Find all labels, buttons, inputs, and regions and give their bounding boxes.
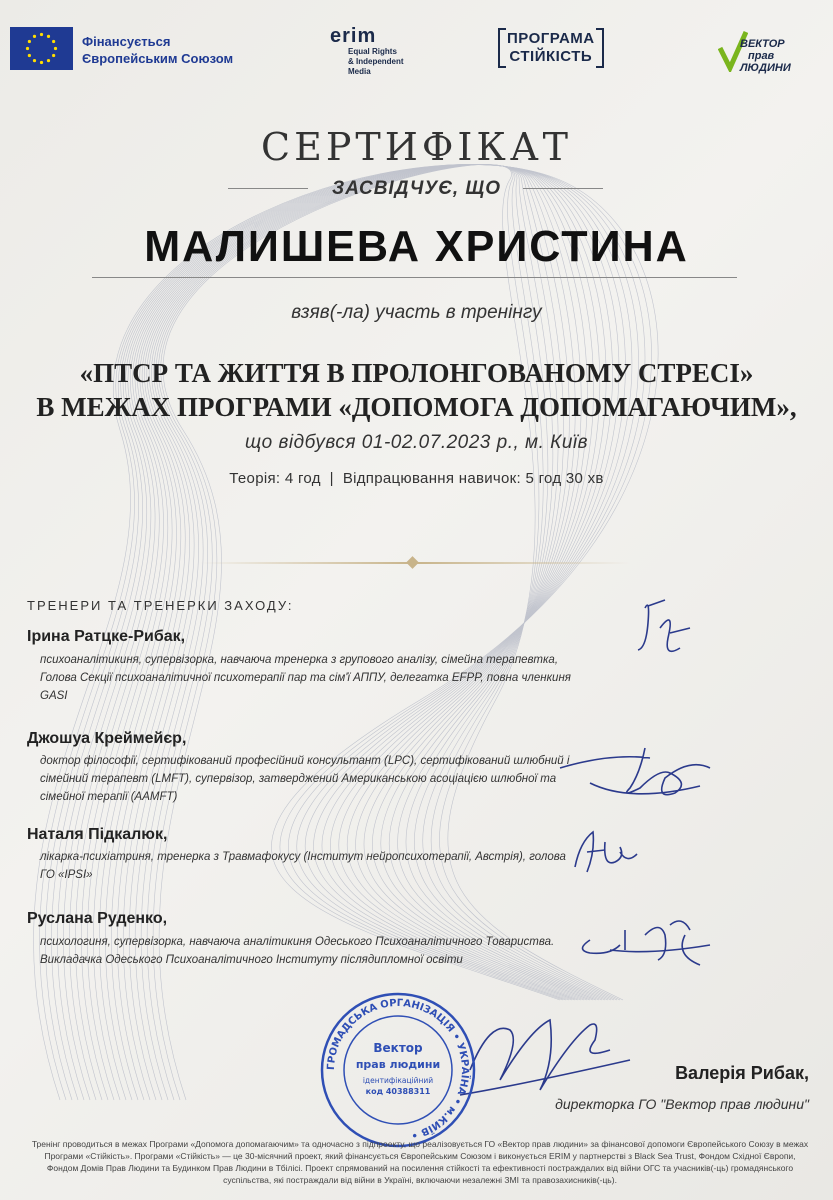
vector-line2: прав: [748, 50, 775, 62]
certificate-title: СЕРТИФІКАТ: [261, 125, 572, 169]
eu-funding-text: [82, 33, 233, 67]
eu-star-icon: [40, 61, 43, 64]
stamp-ring-text: ГРОМАДСЬКА ОРГАНІЗАЦІЯ • УКРАЇНА • м.КИЇВ •: [325, 997, 471, 1141]
trainer-description: доктор філософії, сертифікований професійний консультант (LPC), сертифікований шлюбний і сімейний терапевт (LMFT), супервізор, затверджений Американською асоціацією шлюбної та сімейної терапії (AAMFT): [40, 755, 570, 803]
director-role: директорка ГО "Вектор прав людини": [555, 1096, 809, 1112]
vector-line1: ВЕКТОР: [740, 38, 785, 50]
eu-star-icon: [33, 35, 36, 38]
erim-subtitle: [348, 47, 404, 77]
resilience-line2: СТІЙКІСТЬ: [509, 48, 593, 65]
signature-kreymeyer: [550, 728, 720, 808]
vector-logo-text: [740, 38, 791, 74]
eu-star-icon: [47, 59, 50, 62]
eu-star-icon: [52, 54, 55, 57]
stamp-line4: код 40388311: [365, 1087, 431, 1096]
funding-footer-note: Тренінг проводиться в межах Програми «Допомога допомагаючим» та одночасно з підпроекту, що реалізовується ГО «Вектор прав людини» за фінансової допомоги Європейського Союзу в межах Програми «Стійкість». Програми «Стійкість» — це 30-місячний проект, який фінансується Європейським Союзом і виконується ERIM у партнерстві з Black Sea Trust, Фондом Східної Європи, Фондом Домів Прав Людини та Будинком Прав Людини в Тбілісі. Проект спрямований на посилення стійкості та ефективності постраждалих від війни ОГС та учасників(-ць) громадянського суспільства, які постраждали від війни в Україні, включаючи незалежні ЗМІ та правозахисників(-ць).: [31, 1139, 809, 1185]
eu-star-icon: [47, 35, 50, 38]
participation-text: взяв(-ла) участь в тренінгу: [291, 302, 542, 323]
name-underline: [92, 277, 737, 278]
eu-star-icon: [28, 54, 31, 57]
eu-funding-line2: Європейським Союзом: [82, 51, 234, 66]
erim-sub-line2: & Independent: [348, 57, 404, 66]
trainer-name: Ірина Ратцке-Рибак,: [27, 628, 186, 645]
erim-sub-line3: Media: [348, 67, 371, 76]
trainer-name: Наталя Підкалюк,: [27, 826, 168, 843]
trainer-name: Руслана Руденко,: [27, 910, 168, 927]
eu-star-icon: [33, 59, 36, 62]
eu-flag-icon: [10, 27, 73, 70]
eu-funding-line1: Фінансується: [82, 34, 171, 49]
certifies-label: ЗАСВІДЧУЄ, ЩО: [332, 178, 501, 199]
training-title: [0, 356, 833, 424]
eu-star-icon: [52, 40, 55, 43]
bracket-right-icon: [596, 28, 604, 68]
training-title-line1: «ПТСР ТА ЖИТТЯ В ПРОЛОНГОВАНОМУ СТРЕСІ»: [79, 358, 754, 388]
stamp-line2: прав людини: [355, 1058, 441, 1071]
trainers-header: ТРЕНЕРИ ТА ТРЕНЕРКИ ЗАХОДУ:: [27, 598, 294, 613]
stamp-line3: ідентифікаційний: [362, 1076, 434, 1085]
erim-sub-line1: Equal Rights: [348, 47, 397, 56]
resilience-line1: ПРОГРАМА: [507, 30, 595, 47]
recipient-name: МАЛИШЕВА ХРИСТИНА: [144, 222, 689, 271]
eu-star-icon: [26, 47, 29, 50]
stamp-line1: Вектор: [373, 1041, 423, 1055]
erim-logo: erim: [330, 25, 377, 47]
signature-rudenko: [570, 905, 730, 975]
vector-line3: ЛЮДИНИ: [740, 62, 791, 74]
eu-star-icon: [28, 40, 31, 43]
resilience-program-logo: [507, 30, 595, 66]
eu-star-icon: [40, 33, 43, 36]
trainer-description: психологиня, супервізорка, навчаюча аналітикиня Одеського Психоаналітичного Товариства. Викладачка Одеського Психоаналітичного Інституту післядипломної освіти: [40, 936, 555, 966]
organization-stamp: [318, 990, 478, 1150]
trainer-name: Джошуа Креймейєр,: [27, 730, 187, 747]
training-title-line2: В МЕЖАХ ПРОГРАМИ «ДОПОМОГА ДОПОМАГАЮЧИМ»,: [36, 392, 797, 422]
trainer-description: лікарка-психіатриня, тренерка з Травмафокусу (Інститут нейропсихотерапії, Австрія), голова ГО «IPSI»: [40, 851, 566, 881]
trainer-description: психоаналітикиня, супервізорка, навчаюча тренерка з групового аналізу, сімейна терапевтка, Голова Секції психоаналітичної психотерапії пар та сім'ї АППУ, делегатка EFPP, повна членкиня GASI: [40, 654, 571, 702]
bracket-left-icon: [498, 28, 506, 68]
training-hours: Теорія: 4 год | Відпрацювання навичок: 5 год 30 хв: [229, 470, 604, 487]
training-date-place: що відбувся 01-02.07.2023 р., м. Київ: [244, 432, 589, 453]
eu-star-icon: [54, 47, 57, 50]
director-name: Валерія Рибак,: [675, 1063, 809, 1083]
signature-pidkaliuk: [565, 822, 645, 882]
signature-ratske-rybak: [620, 588, 700, 678]
